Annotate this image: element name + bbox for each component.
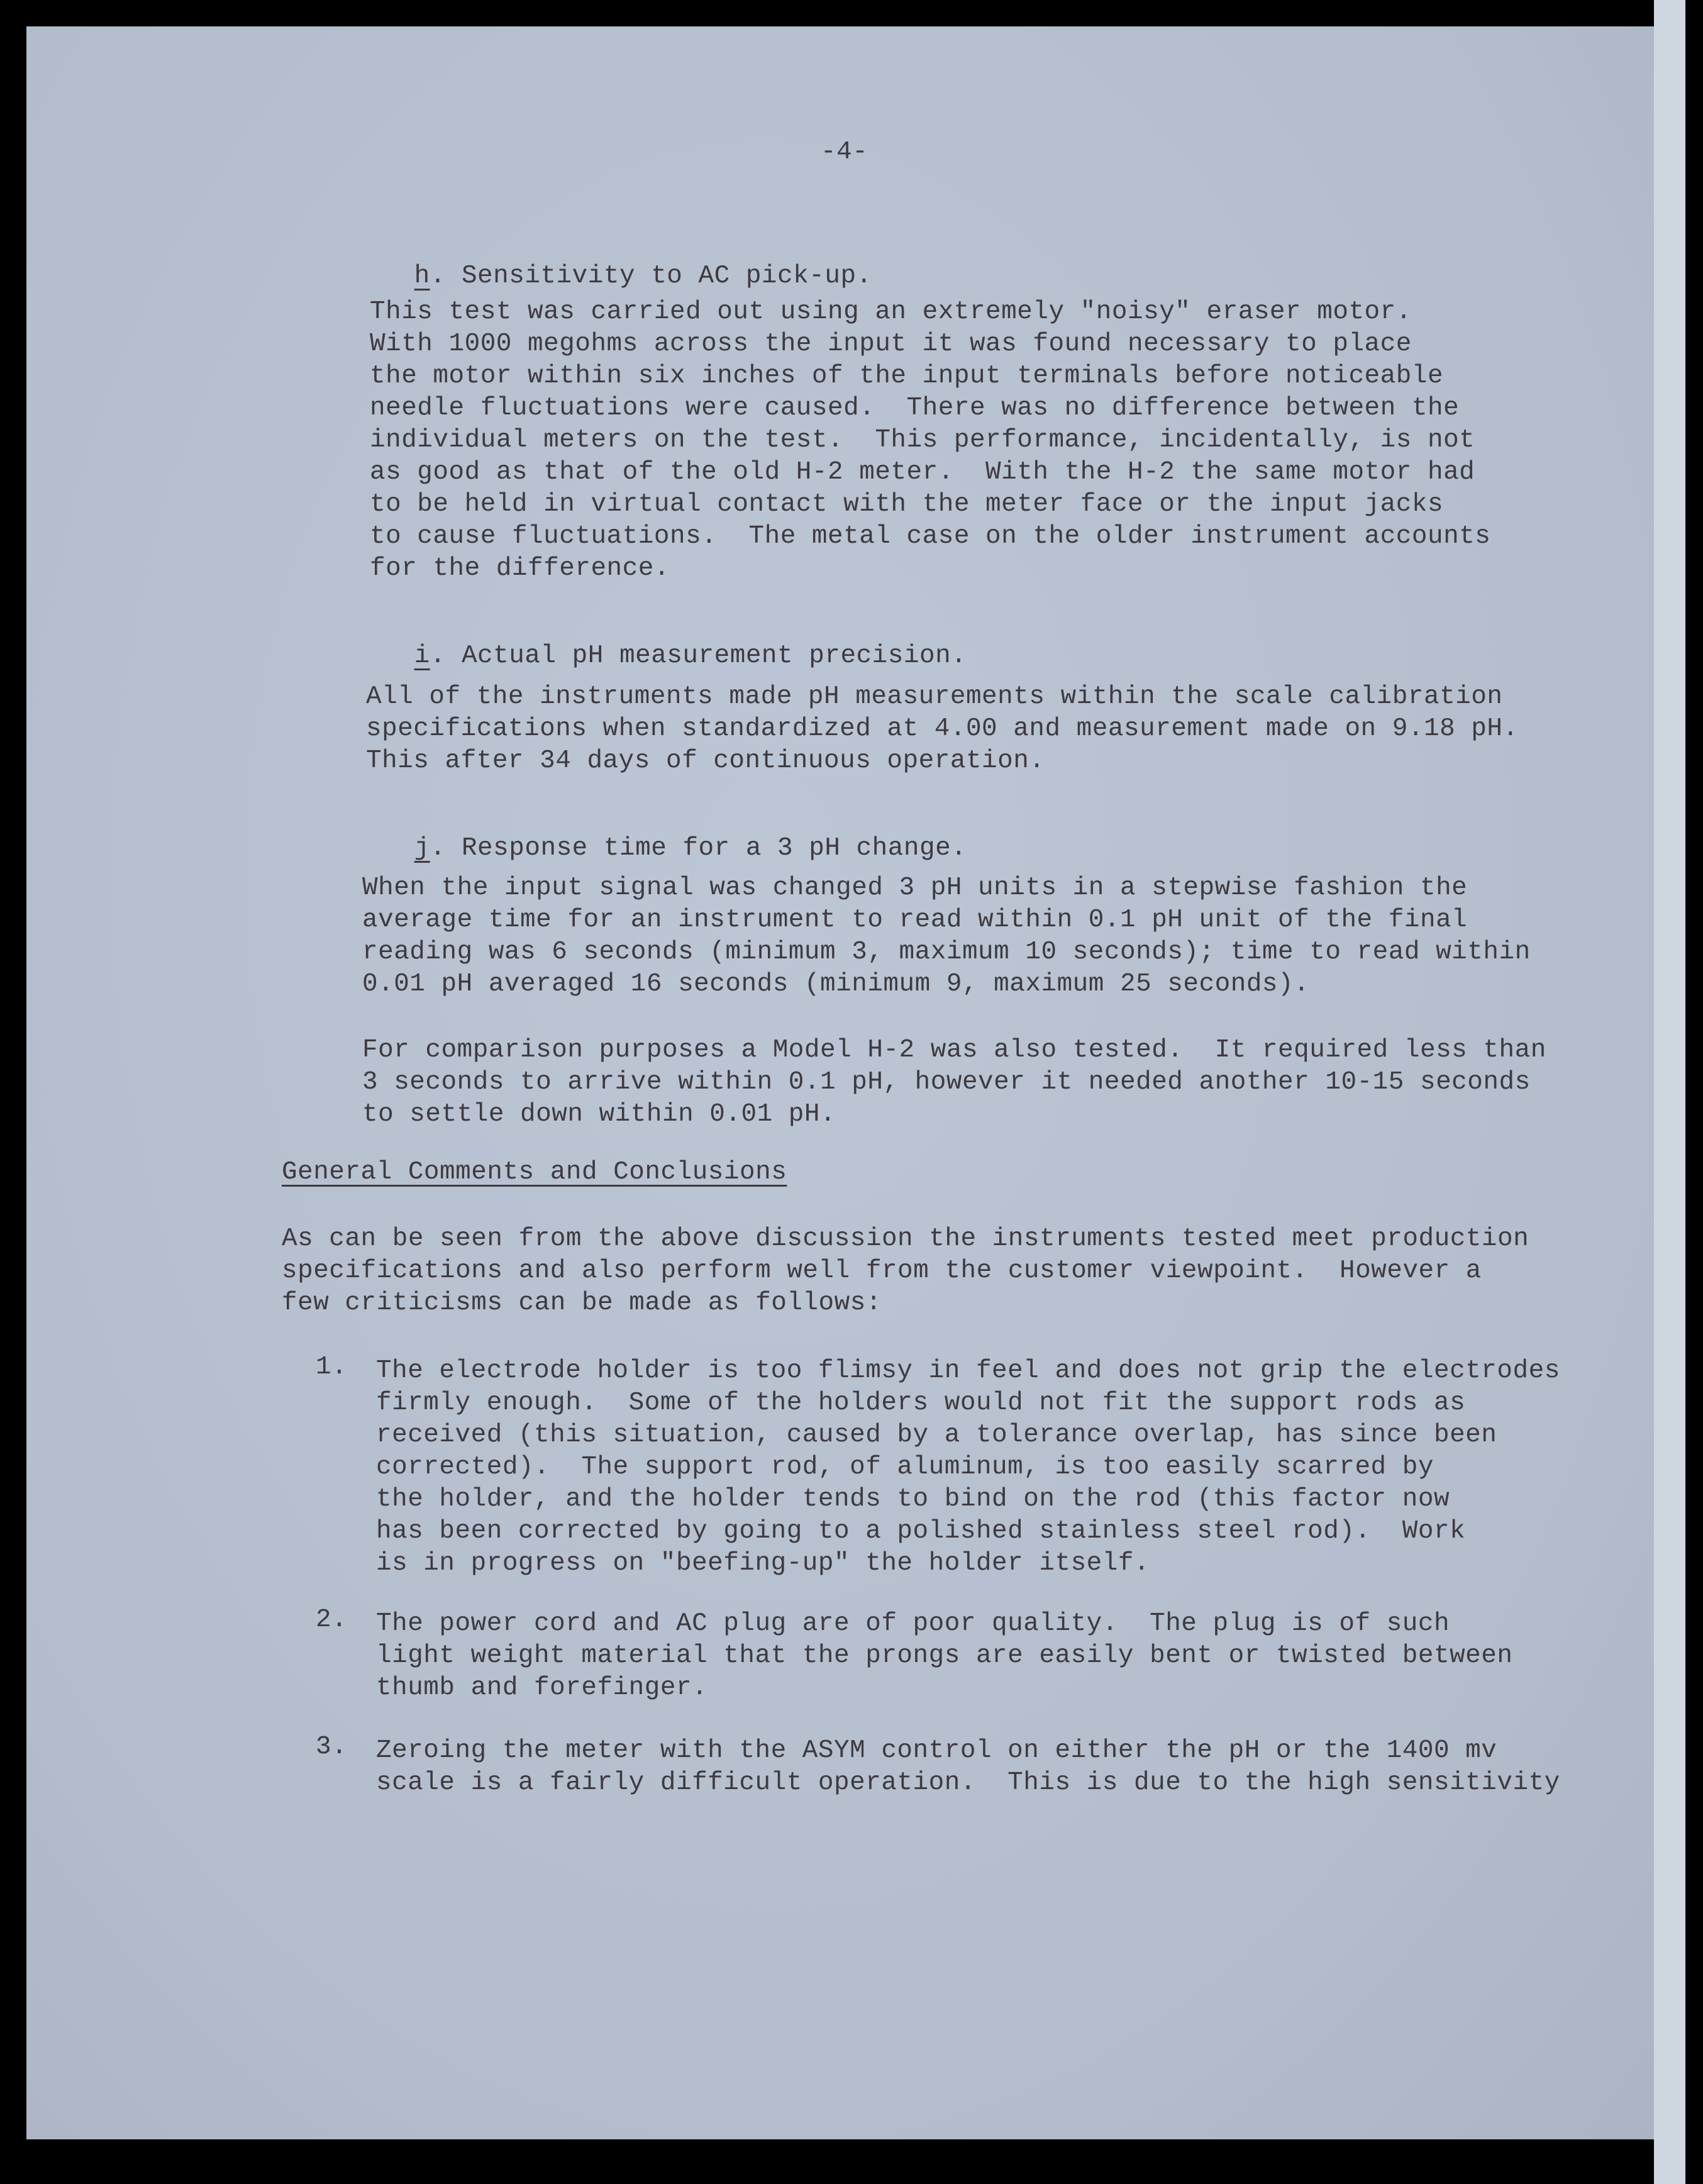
section-h-line: needle fluctuations were caused. There was no difference between the — [370, 394, 1460, 423]
criticism-line: The power cord and AC plug are of poor quality. The plug is of such — [376, 1609, 1450, 1638]
criticism-line: thumb and forefinger. — [376, 1673, 708, 1702]
section-h-letter: h — [414, 262, 430, 291]
general-heading: General Comments and Conclusions — [282, 1158, 787, 1187]
section-h-heading: Sensitivity to AC pick-up. — [461, 262, 872, 291]
general-intro-line: specifications and also perform well from the customer viewpoint. However a — [282, 1256, 1482, 1285]
general-intro-line: few criticisms can be made as follows: — [282, 1289, 882, 1317]
section-j-p2-line: 3 seconds to arrive within 0.1 pH, however it needed another 10-15 seconds — [362, 1068, 1531, 1097]
section-h-line: the motor within six inches of the input terminals before noticeable — [370, 362, 1444, 391]
section-i-dot: . — [430, 641, 462, 670]
criticism-line: The electrode holder is too flimsy in feel and does not grip the electrodes — [376, 1356, 1560, 1385]
criticism-line: has been corrected by going to a polished stainless steel rod). Work — [376, 1517, 1466, 1546]
section-j-heading: Response time for a 3 pH change. — [461, 834, 967, 863]
section-j-letter: j — [414, 834, 430, 863]
section-i-letter: i — [414, 641, 430, 670]
general-intro-line: As can be seen from the above discussion the instruments tested meet production — [282, 1224, 1529, 1253]
section-j-p2-line: to settle down within 0.01 pH. — [362, 1100, 836, 1129]
section-i-line: All of the instruments made pH measurements within the scale calibration — [366, 682, 1503, 711]
section-h-line: With 1000 megohms across the input it was found necessary to place — [370, 330, 1412, 358]
page-number: -4- — [821, 138, 868, 167]
criticism-number: 2. — [316, 1605, 348, 1634]
criticism-line: scale is a fairly difficult operation. This is due to the high sensitivity — [376, 1768, 1560, 1797]
criticism-line: firmly enough. Some of the holders would not fit the support rods as — [376, 1389, 1466, 1417]
section-h-line: as good as that of the old H-2 meter. With the H-2 the same motor had — [370, 458, 1475, 487]
section-j-dot: . — [430, 834, 462, 863]
section-h-dot: . — [430, 262, 462, 291]
criticism-line: the holder, and the holder tends to bind on the rod (this factor now — [376, 1485, 1450, 1514]
section-i-line: This after 34 days of continuous operation. — [366, 746, 1045, 775]
section-h-line: This test was carried out using an extremely "noisy" eraser motor. — [370, 297, 1412, 326]
section-j-p1-line: average time for an instrument to read within 0.1 pH unit of the final — [362, 906, 1468, 934]
criticism-number: 1. — [316, 1353, 348, 1382]
section-i-line: specifications when standardized at 4.00 and measurement made on 9.18 pH. — [366, 714, 1519, 743]
section-j-p1-line: reading was 6 seconds (minimum 3, maximum 10 seconds); time to read within — [362, 938, 1531, 967]
criticism-line: is in progress on "beefing-up" the holder itself. — [376, 1549, 1150, 1578]
section-h-line: for the difference. — [370, 554, 670, 583]
section-j-p1-line: When the input signal was changed 3 pH units in a stepwise fashion the — [362, 873, 1468, 902]
criticism-line: received (this situation, caused by a tolerance overlap, has since been — [376, 1421, 1497, 1450]
section-i-heading: Actual pH measurement precision. — [461, 641, 967, 670]
criticism-line: corrected). The support rod, of aluminum, is too easily scarred by — [376, 1453, 1434, 1482]
criticism-line: Zeroing the meter with the ASYM control on either the pH or the 1400 mv — [376, 1736, 1497, 1765]
section-j-p1-line: 0.01 pH averaged 16 seconds (minimum 9, maximum 25 seconds). — [362, 970, 1310, 999]
section-h-line: to be held in virtual contact with the meter face or the input jacks — [370, 490, 1444, 519]
section-h-line: to cause fluctuations. The metal case on the older instrument accounts — [370, 522, 1491, 551]
criticism-number: 3. — [316, 1732, 348, 1761]
section-h-line: individual meters on the test. This performance, incidentally, is not — [370, 426, 1475, 455]
section-j-p2-line: For comparison purposes a Model H-2 was also tested. It required less than — [362, 1036, 1546, 1065]
criticism-line: light weight material that the prongs are easily bent or twisted between — [376, 1641, 1513, 1670]
